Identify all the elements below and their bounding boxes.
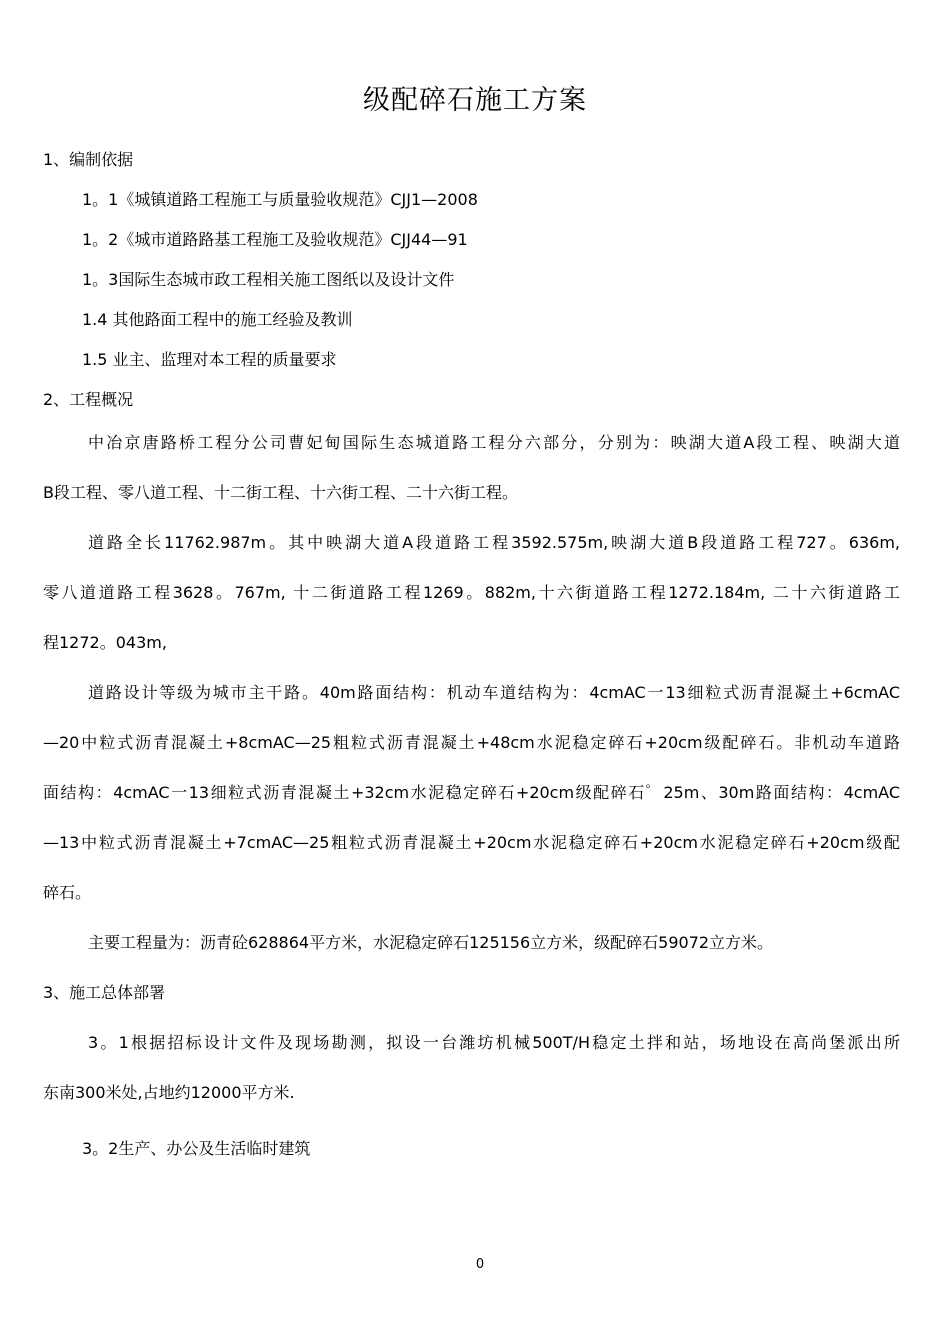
length-paragraph-line: 零八道道路工程3628。767m, 十二街道路工程1269。882m,十六街道路工程1272.184m, 二十六街道路工 — [43, 583, 900, 602]
subsection-3-2-heading: 3。2生产、办公及生活临时建筑 — [82, 1139, 311, 1158]
reference-item-1: 1。1《城镇道路工程施工与质量验收规范》CJJ1—2008 — [82, 190, 478, 209]
length-paragraph-line: 程1272。043m, — [43, 633, 167, 652]
page-number: 0 — [475, 1257, 485, 1272]
section-1-heading: 1、编制依据 — [43, 150, 134, 169]
structure-paragraph-line: —13中粒式沥青混凝土+7cmAC—25粗粒式沥青混凝土+20cm水泥稳定碎石+20cm水泥稳定碎石+20cm级配 — [43, 833, 900, 852]
length-paragraph-line: 道路全长11762.987m。其中映湖大道A段道路工程3592.575m,映湖大道B段道路工程727。636m, — [88, 533, 900, 552]
overview-paragraph-line: 中冶京唐路桥工程分公司曹妃甸国际生态城道路工程分六部分，分别为：映湖大道A段工程、映湖大道 — [88, 433, 900, 452]
structure-paragraph-line: 面结构：4cmAC一13细粒式沥青混凝土+32cm水泥稳定碎石+20cm级配碎石゜25m、30m路面结构：4cmAC — [43, 783, 900, 802]
section-3-heading: 3、施工总体部署 — [43, 983, 166, 1002]
structure-paragraph-line: 道路设计等级为城市主干路。40m路面结构：机动车道结构为：4cmAC一13细粒式沥青混凝土+6cmAC — [88, 683, 900, 702]
deployment-paragraph-line: 3。1根据招标设计文件及现场勘测，拟设一台潍坊机械500T/H稳定土拌和站，场地设在高尚堡派出所 — [88, 1033, 900, 1052]
reference-item-2: 1。2《城市道路路基工程施工及验收规范》CJJ44—91 — [82, 230, 468, 249]
reference-item-4: 1.4 其他路面工程中的施工经验及教训 — [82, 310, 353, 329]
structure-paragraph-line: —20中粒式沥青混凝土+8cmAC—25粗粒式沥青混凝土+48cm水泥稳定碎石+20cm级配碎石。非机动车道路 — [43, 733, 900, 752]
deployment-paragraph-line: 东南300米处,占地约12000平方米. — [43, 1083, 295, 1102]
quantities-paragraph-line: 主要工程量为：沥青砼628864平方米，水泥稳定碎石125156立方米，级配碎石59072立方米。 — [88, 933, 774, 952]
document-title: 级配碎石施工方案 — [363, 85, 587, 116]
reference-item-3: 1。3国际生态城市政工程相关施工图纸以及设计文件 — [82, 270, 455, 289]
overview-paragraph-line: B段工程、零八道工程、十二街工程、十六街工程、二十六街工程。 — [43, 483, 518, 502]
section-2-heading: 2、工程概况 — [43, 390, 134, 409]
structure-paragraph-line: 碎石。 — [43, 883, 92, 902]
reference-item-5: 1.5 业主、监理对本工程的质量要求 — [82, 350, 337, 369]
